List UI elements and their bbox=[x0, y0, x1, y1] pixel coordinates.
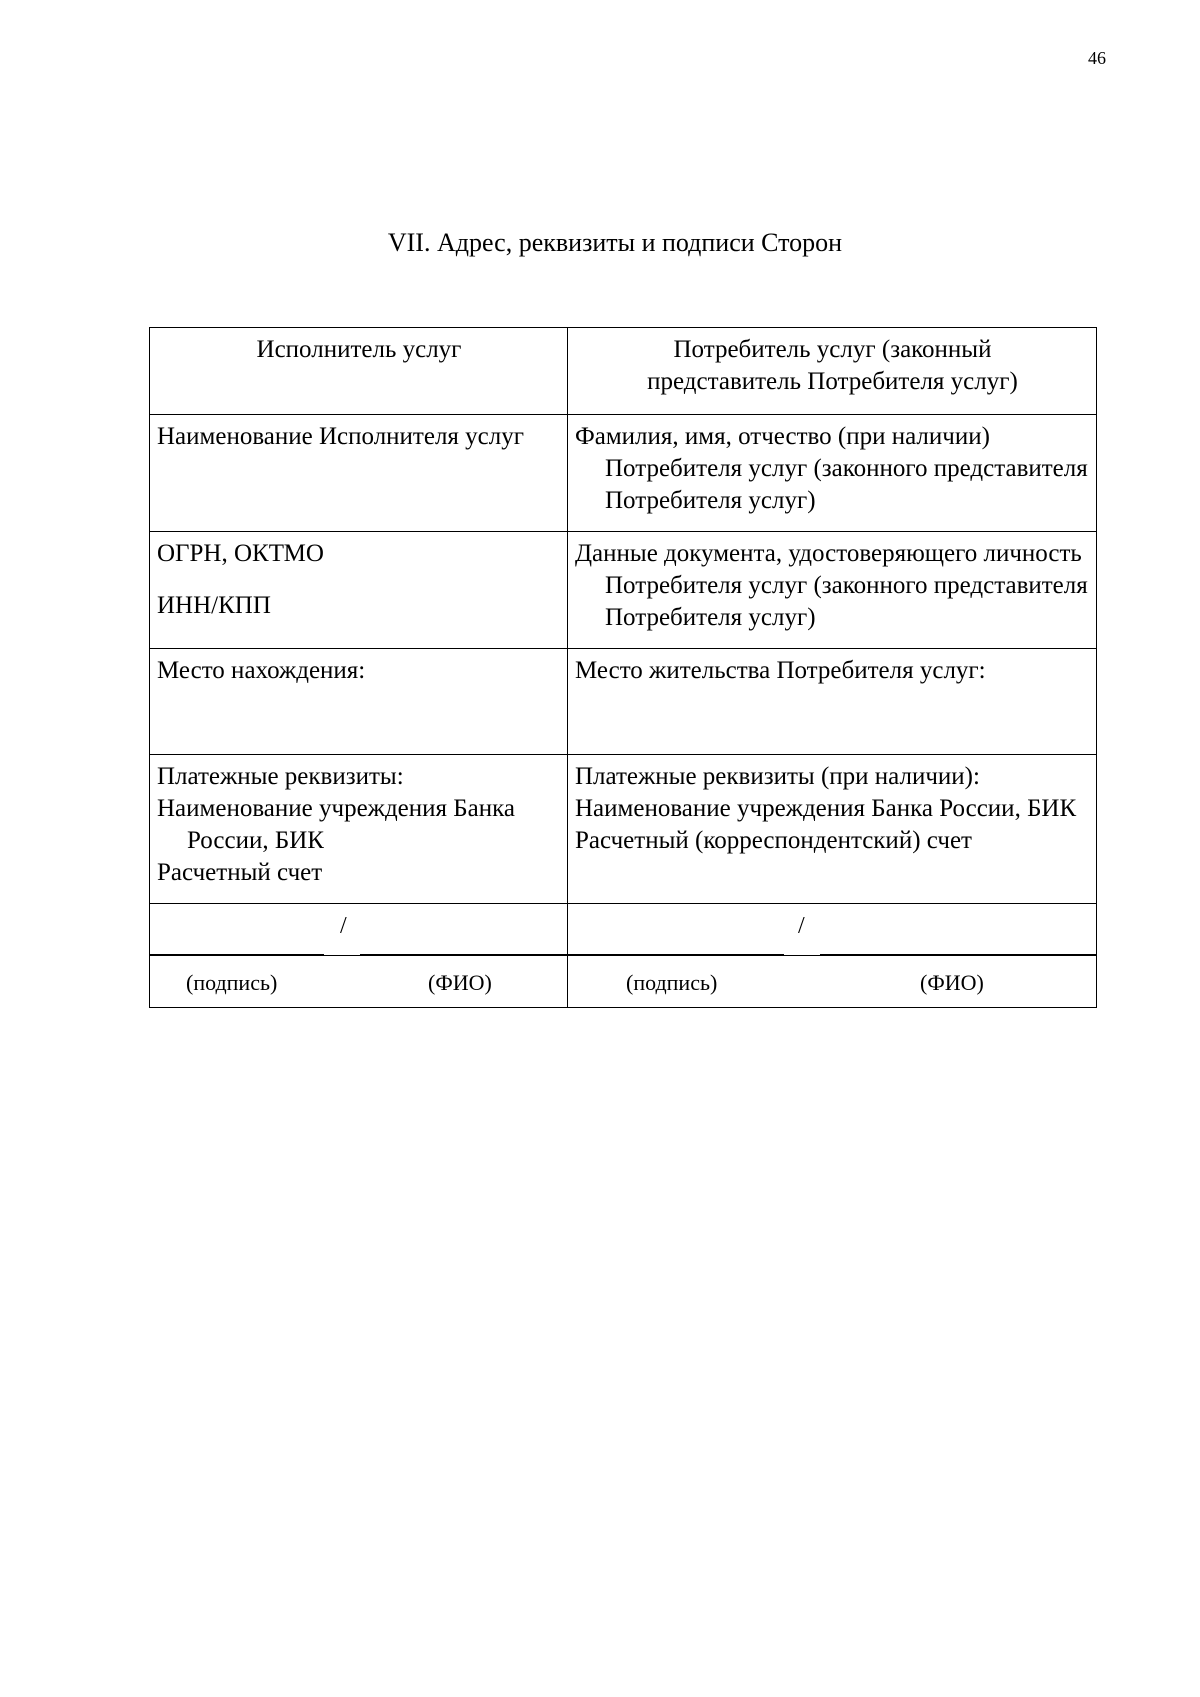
consumer-payment-title: Платежные реквизиты (при наличии): bbox=[575, 763, 980, 790]
executor-name-cell bbox=[150, 415, 568, 532]
consumer-ids-cell bbox=[568, 532, 1097, 649]
consumer-bank-label: Наименование учреждения Банка России, БИК bbox=[575, 795, 1077, 822]
executor-location-label: Место нахождения: bbox=[157, 657, 366, 684]
consumer-name-caption: (ФИО) bbox=[920, 970, 984, 995]
executor-ogrn-label: ОГРН, ОКТМО bbox=[157, 540, 324, 567]
consumer-signature-cell bbox=[568, 904, 1097, 956]
signature-row bbox=[150, 904, 1097, 956]
executor-inn-label: ИНН/КПП bbox=[157, 592, 271, 619]
executor-signature-cell bbox=[150, 904, 568, 956]
consumer-header-cell bbox=[568, 328, 1097, 415]
executor-account-label: Расчетный счет bbox=[157, 859, 323, 886]
table-row bbox=[150, 755, 1097, 904]
consumer-payment-cell bbox=[568, 755, 1097, 904]
consumer-place-cell bbox=[568, 649, 1097, 755]
consumer-slash: / bbox=[798, 913, 805, 939]
spacer bbox=[157, 570, 561, 590]
consumer-header-line2: представитель Потребителя услуг) bbox=[647, 368, 1018, 395]
executor-name-caption: (ФИО) bbox=[428, 970, 492, 995]
consumer-name-label: Фамилия, имя, отчество (при наличии) Потребителя услуг (законного представителя Потребителя услуг) bbox=[575, 423, 1088, 514]
requisites-table bbox=[149, 327, 1097, 1008]
executor-header-cell bbox=[150, 328, 568, 415]
executor-place-cell bbox=[150, 649, 568, 755]
executor-payment-title: Платежные реквизиты: bbox=[157, 763, 404, 790]
consumer-id-document-label: Данные документа, удостоверяющего личность Потребителя услуг (законного представителя Потребителя услуг) bbox=[575, 540, 1088, 631]
executor-bank-label: Наименование учреждения Банка России, БИК bbox=[157, 795, 515, 854]
page-number: 46 bbox=[1088, 48, 1106, 68]
executor-ids-cell bbox=[150, 532, 568, 649]
table-row bbox=[150, 415, 1097, 532]
table-header-row bbox=[150, 328, 1097, 415]
consumer-header-line1: Потребитель услуг (законный bbox=[673, 336, 992, 363]
executor-payment-cell bbox=[150, 755, 568, 904]
consumer-residence-label: Место жительства Потребителя услуг: bbox=[575, 657, 986, 684]
caption-row bbox=[150, 956, 1097, 1008]
executor-name-label: Наименование Исполнителя услуг bbox=[157, 423, 525, 450]
executor-header: Исполнитель услуг bbox=[256, 336, 462, 363]
section-title: VII. Адрес, реквизиты и подписи Сторон bbox=[387, 228, 843, 257]
executor-signature-caption: (подпись) bbox=[186, 970, 278, 995]
consumer-signature-caption: (подпись) bbox=[626, 970, 718, 995]
table-row bbox=[150, 532, 1097, 649]
consumer-account-label: Расчетный (корреспондентский) счет bbox=[575, 827, 972, 854]
executor-slash: / bbox=[340, 913, 347, 939]
consumer-caption-cell bbox=[568, 956, 1097, 1008]
executor-caption-cell bbox=[150, 956, 568, 1008]
table-row bbox=[150, 649, 1097, 755]
consumer-name-cell bbox=[568, 415, 1097, 532]
